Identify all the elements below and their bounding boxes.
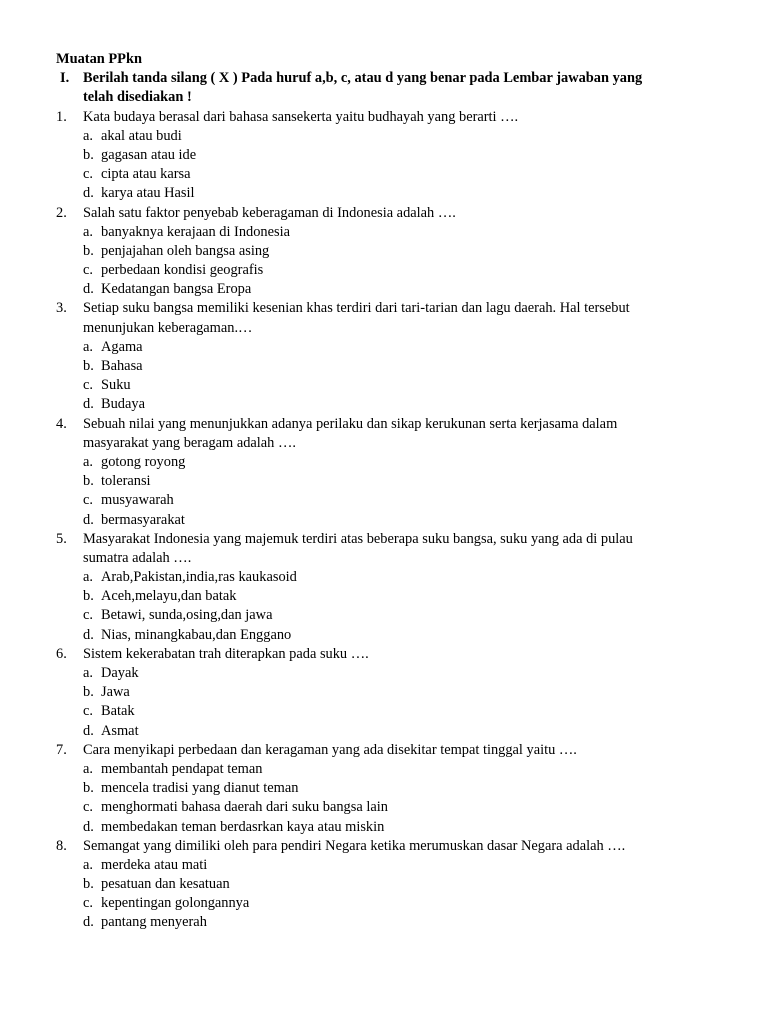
- option-text: pantang menyerah: [101, 914, 207, 931]
- option-letter: c.: [83, 607, 93, 624]
- question-text: sumatra adalah ….: [83, 549, 192, 566]
- option-text: Batak: [101, 703, 135, 720]
- option-letter: b.: [83, 588, 94, 605]
- answer-option[interactable]: [0, 491, 768, 510]
- answer-option[interactable]: [0, 261, 768, 280]
- answer-option[interactable]: [0, 568, 768, 587]
- option-letter: b.: [83, 780, 94, 797]
- option-letter: c.: [83, 166, 93, 183]
- option-text: Jawa: [101, 684, 130, 701]
- option-letter: a.: [83, 665, 93, 681]
- answer-option[interactable]: [0, 760, 768, 779]
- option-text: penjajahan oleh bangsa asing: [101, 242, 270, 259]
- instruction-line-2: [0, 88, 768, 107]
- option-letter: b.: [83, 473, 94, 490]
- option-text: gagasan atau ide: [101, 146, 197, 163]
- option-text: Suku: [101, 377, 131, 394]
- question-number: 1.: [56, 108, 67, 125]
- question-text: masyarakat yang beragam adalah ….: [83, 434, 296, 451]
- question-6: [0, 645, 768, 741]
- answer-option[interactable]: [0, 664, 768, 683]
- option-text: Budaya: [101, 396, 145, 413]
- option-text: Arab,Pakistan,india,ras kaukasoid: [101, 569, 297, 586]
- instruction-number: I.: [60, 70, 70, 87]
- option-text: Nias, minangkabau,dan Enggano: [101, 626, 292, 643]
- question-text: Sistem kekerabatan trah diterapkan pada suku ….: [83, 645, 369, 662]
- question-text: Salah satu faktor penyebab keberagaman di Indonesia adalah ….: [83, 204, 456, 221]
- answer-option[interactable]: [0, 395, 768, 414]
- question-line: [0, 415, 768, 434]
- option-text: pesatuan dan kesatuan: [101, 876, 230, 893]
- question-5: [0, 530, 768, 645]
- answer-option[interactable]: [0, 779, 768, 798]
- option-text: kepentingan golongannya: [101, 895, 250, 912]
- option-letter: c.: [83, 262, 93, 279]
- option-letter: c.: [83, 377, 93, 394]
- answer-option[interactable]: [0, 798, 768, 817]
- answer-option[interactable]: [0, 280, 768, 299]
- option-letter: c.: [83, 492, 93, 509]
- question-text: menunjukan keberagaman.…: [83, 319, 253, 336]
- question-number: 3.: [56, 300, 67, 317]
- option-letter: a.: [83, 856, 93, 873]
- option-letter: a.: [83, 338, 93, 355]
- option-text: Asmat: [101, 722, 139, 739]
- answer-option[interactable]: [0, 376, 768, 395]
- answer-option[interactable]: [0, 472, 768, 491]
- instruction-text: Berilah tanda silang ( X ) Pada huruf a,b, c, atau d yang benar pada Lembar jawaban yang: [83, 70, 643, 87]
- question-1: [0, 108, 768, 204]
- option-letter: b.: [83, 684, 94, 701]
- option-letter: d.: [83, 396, 94, 413]
- option-text: bermasyarakat: [101, 511, 185, 528]
- answer-option[interactable]: [0, 357, 768, 376]
- option-letter: a.: [83, 223, 93, 240]
- option-text: gotong royong: [101, 453, 186, 470]
- question-line: [0, 299, 768, 318]
- answer-option[interactable]: [0, 894, 768, 913]
- option-text: Agama: [101, 338, 143, 355]
- option-letter: b.: [83, 146, 94, 163]
- question-text: Sebuah nilai yang menunjukkan adanya perilaku dan sikap kerukunan serta kerjasama dalam: [83, 415, 618, 432]
- option-letter: d.: [83, 511, 94, 528]
- worksheet-title: Muatan PPkn: [56, 51, 142, 67]
- answer-option[interactable]: [0, 606, 768, 625]
- answer-option[interactable]: [0, 587, 768, 606]
- question-4: [0, 415, 768, 530]
- answer-option[interactable]: [0, 223, 768, 242]
- answer-option[interactable]: [0, 856, 768, 875]
- question-number: 4.: [56, 415, 67, 432]
- answer-option[interactable]: [0, 722, 768, 741]
- option-text: perbedaan kondisi geografis: [101, 262, 264, 279]
- answer-option[interactable]: [0, 875, 768, 894]
- option-letter: a.: [83, 453, 93, 470]
- question-text: Cara menyikapi perbedaan dan keragaman yang ada disekitar tempat tinggal yaitu ….: [83, 741, 577, 758]
- option-text: banyaknya kerajaan di Indonesia: [101, 223, 290, 240]
- answer-option[interactable]: [0, 818, 768, 837]
- question-line: [0, 319, 768, 338]
- option-text: musyawarah: [101, 492, 174, 509]
- question-line: [0, 204, 768, 223]
- option-letter: c.: [83, 703, 93, 720]
- option-letter: b.: [83, 876, 94, 893]
- option-letter: d.: [83, 281, 94, 298]
- question-line: [0, 645, 768, 664]
- answer-option[interactable]: [0, 683, 768, 702]
- option-letter: a.: [83, 127, 93, 144]
- answer-option[interactable]: [0, 702, 768, 721]
- question-number: 6.: [56, 645, 67, 662]
- question-number: 2.: [56, 204, 67, 221]
- question-number: 7.: [56, 741, 67, 758]
- question-text: Kata budaya berasal dari bahasa sansekerta yaitu budhayah yang berarti ….: [83, 108, 519, 125]
- option-text: mencela tradisi yang dianut teman: [101, 780, 299, 797]
- question-number: 5.: [56, 530, 67, 547]
- instruction-line-1: [0, 69, 768, 88]
- instruction-text-continued: telah disediakan !: [83, 89, 192, 106]
- answer-option[interactable]: [0, 913, 768, 932]
- option-letter: d.: [83, 722, 94, 739]
- option-text: karya atau Hasil: [101, 185, 195, 202]
- answer-option[interactable]: [0, 184, 768, 203]
- question-line: [0, 108, 768, 127]
- option-text: membedakan teman berdasrkan kaya atau miskin: [101, 818, 385, 835]
- option-letter: d.: [83, 914, 94, 931]
- option-letter: d.: [83, 818, 94, 835]
- question-text: Masyarakat Indonesia yang majemuk terdiri atas beberapa suku bangsa, suku yang ada di pulau: [83, 530, 633, 547]
- question-text: Semangat yang dimiliki oleh para pendiri Negara ketika merumuskan dasar Negara adalah ….: [83, 837, 626, 854]
- option-text: Aceh,melayu,dan batak: [101, 588, 237, 605]
- question-number: 8.: [56, 837, 67, 854]
- answer-option[interactable]: [0, 146, 768, 165]
- question-8: [0, 837, 768, 933]
- answer-option[interactable]: [0, 338, 768, 357]
- answer-option[interactable]: [0, 626, 768, 645]
- answer-option[interactable]: [0, 242, 768, 261]
- option-letter: d.: [83, 185, 94, 202]
- option-letter: a.: [83, 569, 93, 586]
- answer-option[interactable]: [0, 511, 768, 530]
- option-text: Betawi, sunda,osing,dan jawa: [101, 607, 273, 624]
- question-line: [0, 549, 768, 568]
- option-text: akal atau budi: [101, 127, 182, 144]
- question-list: [0, 108, 768, 933]
- question-line: [0, 530, 768, 549]
- question-3: [0, 299, 768, 414]
- question-line: [0, 741, 768, 760]
- option-letter: b.: [83, 358, 94, 374]
- option-text: membantah pendapat teman: [101, 760, 263, 777]
- answer-option[interactable]: [0, 127, 768, 146]
- option-text: merdeka atau mati: [101, 856, 208, 873]
- option-letter: c.: [83, 799, 93, 816]
- question-7: [0, 741, 768, 837]
- option-text: toleransi: [101, 473, 151, 490]
- question-text: Setiap suku bangsa memiliki kesenian khas terdiri dari tari-tarian dan lagu daerah. Hal tersebut: [83, 300, 630, 317]
- option-letter: d.: [83, 626, 94, 643]
- question-line: [0, 837, 768, 856]
- question-line: [0, 434, 768, 453]
- option-letter: b.: [83, 242, 94, 259]
- option-text: menghormati bahasa daerah dari suku bangsa lain: [101, 799, 388, 816]
- question-2: [0, 204, 768, 300]
- option-text: cipta atau karsa: [101, 166, 191, 183]
- option-text: Bahasa: [101, 358, 143, 374]
- option-letter: c.: [83, 895, 93, 912]
- answer-option[interactable]: [0, 453, 768, 472]
- answer-option[interactable]: [0, 165, 768, 184]
- option-letter: a.: [83, 760, 93, 777]
- option-text: Dayak: [101, 665, 139, 681]
- option-text: Kedatangan bangsa Eropa: [101, 281, 252, 298]
